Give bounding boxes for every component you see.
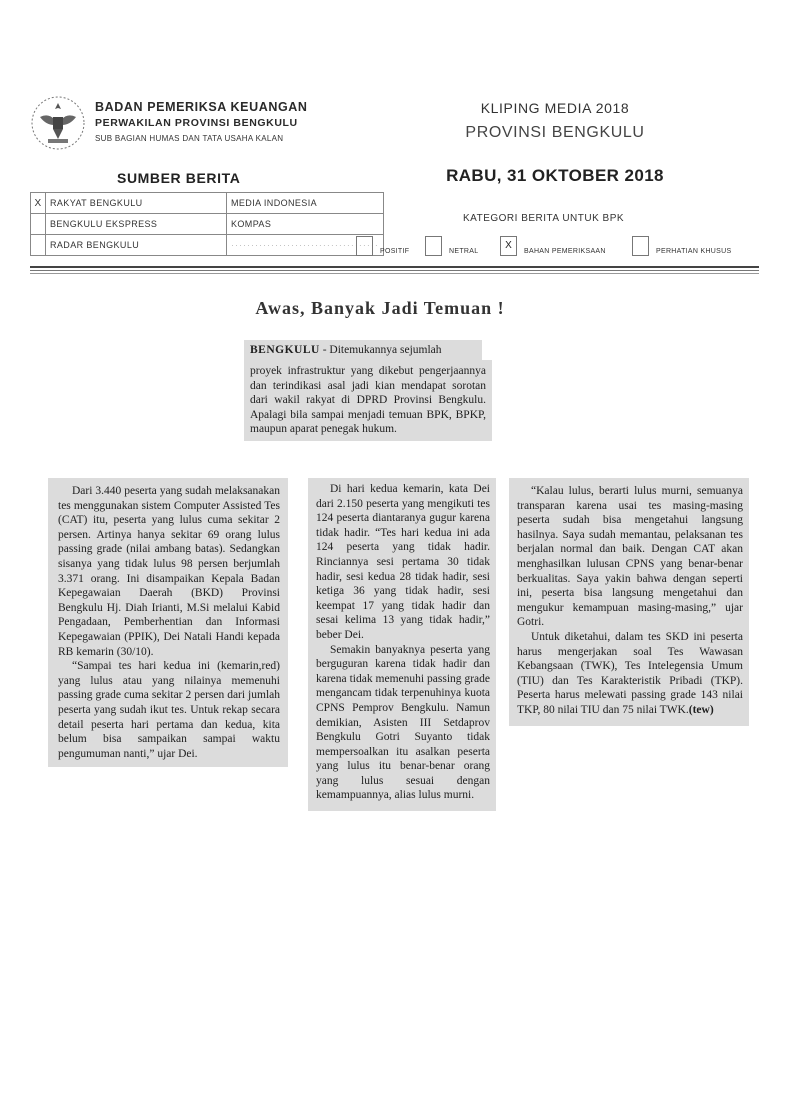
dateline: BENGKULU bbox=[250, 344, 320, 356]
article-column-1 bbox=[48, 478, 288, 767]
category-checkbox: X bbox=[500, 236, 517, 256]
source-name: BENGKULU EKSPRESS bbox=[46, 214, 227, 235]
source-name: KOMPAS bbox=[227, 214, 384, 235]
province-title: PROVINSI BENGKULU bbox=[465, 124, 645, 141]
article-lead bbox=[244, 360, 492, 441]
source-checkbox: X bbox=[31, 193, 46, 214]
table-row bbox=[31, 193, 384, 214]
category-label: POSITIF bbox=[380, 248, 410, 255]
sumber-berita-title: SUMBER BERITA bbox=[117, 170, 241, 186]
header-divider bbox=[30, 266, 759, 268]
paragraph: Semakin banyaknya peserta yang berguguran karena tidak hadir dan karena tidak memenuhi passing grade mengancam tidak terpenuhinya kuota CPNS Pemprov Bengkulu. Namun demikian, Asisten III Setdaprov Bengkulu Gotri Suyanto tidak mempersoalkan itu asalkan peserta yang lulus itu benar-benar orang yang lulus sesuai dengan kemampuannya, alias lulus murni. bbox=[316, 643, 490, 802]
header-divider bbox=[30, 273, 759, 274]
kliping-block bbox=[430, 100, 680, 142]
paragraph-text: Untuk diketahui, dalam tes SKD ini peserta harus mengerjakan soal Tes Wawasan Kebangsaan (TWK), Tes Intelegensia Umum (TIU) dan Tes Karakteristik Pribadi (TKP). Peserta harus melewati passing grade 143 nilai TKP, 80 nilai TIU dan 75 nilai TWK. bbox=[517, 630, 743, 716]
org-subdivision: SUB BAGIAN HUMAS DAN TATA USAHA KALAN bbox=[95, 134, 284, 143]
source-checkbox bbox=[31, 235, 46, 256]
table-row bbox=[31, 214, 384, 235]
table-row bbox=[31, 235, 384, 256]
category-positif bbox=[356, 236, 409, 256]
paragraph: Dari 3.440 peserta yang sudah melaksanakan tes menggunakan sistem Computer Assisted Tes (CAT) itu, peserta yang lulus cuma sekitar 2 persen. Artinya hanya sekitar 69 orang lulus passing grade (nilai ambang batas). Sedangkan sisanya yang tidak lulus 98 persen berjumlah 3.371 orang. Ini disampaikan Kepala Badan Kepegawaian Daerah (BKD) Provinsi Bengkulu Hj. Diah Irianti, M.Si melalui Kabid Pengadaan, Pemberhentian dan Informasi Kepegawaian (PPIK), Dei Natali Handi kepada RB kemarin (30/10). bbox=[58, 485, 280, 658]
kliping-title: KLIPING MEDIA 2018 bbox=[480, 100, 630, 116]
author-signature: (tew) bbox=[688, 703, 714, 716]
category-checkbox bbox=[356, 236, 373, 256]
org-name: BADAN PEMERIKSA KEUANGAN bbox=[95, 100, 308, 114]
category-perhatian-khusus bbox=[632, 236, 731, 256]
category-bahan-pemeriksaan bbox=[500, 236, 606, 256]
article-headline: Awas, Banyak Jadi Temuan ! bbox=[255, 298, 505, 318]
lead-first-text: - Ditemukannya sejumlah bbox=[319, 344, 442, 356]
header-divider bbox=[30, 270, 759, 271]
source-checkbox bbox=[31, 214, 46, 235]
source-name-blank: ····································· bbox=[227, 235, 384, 256]
org-branch: PERWAKILAN PROVINSI BENGKULU bbox=[95, 117, 298, 129]
article-lead-first-line bbox=[244, 340, 482, 360]
category-checkbox bbox=[632, 236, 649, 256]
category-netral bbox=[425, 236, 478, 256]
clipping-date: RABU, 31 OKTOBER 2018 bbox=[446, 166, 664, 185]
lead-paragraph: proyek infrastruktur yang dikebut pengerjaannya dan terindikasi asal jadi kian mendapat sorotan dari wakil rakyat di DPRD Provinsi Bengkulu. Apalagi bila sampai menjadi temuan BPK, BPKP, maupun aparat penegak hukum. bbox=[250, 365, 486, 436]
category-label: NETRAL bbox=[449, 248, 479, 255]
paragraph bbox=[517, 630, 743, 718]
article-column-2 bbox=[308, 478, 496, 811]
organization-block bbox=[95, 100, 308, 143]
source-name: RAKYAT BENGKULU bbox=[46, 193, 227, 214]
paragraph: “Kalau lulus, berarti lulus murni, semuanya transparan karena usai tes masing-masing peserta sudah bisa mengetahui langsung hasilnya. Saya sudah memantau, pelaksanan tes berjalan normal dan baik. Dengan CAT akan menghasilkan lulusan CPNS yang benar-benar berkualitas. Saya yakin bahwa dengan seperti ini, peserta bisa langsung mengetahui dan mengukur kemampuan masing-masing,” ujar Gotri. bbox=[517, 485, 743, 629]
paragraph: Di hari kedua kemarin, kata Dei dari 2.150 peserta yang mengikuti tes 124 peserta diantaranya gugur karena tidak hadir. “Tes hari kedua ini ada 124 peserta yang tidak hadir. Rinciannya sesi pertama 30 tidak hadir, sesi kedua 28 tidak hadir, sesi ketiga 36 yang tidak hadir, sesi keempat 17 yang tidak hadir dan sesai kelima 13 yang tidak hadir,” beber Dei. bbox=[316, 483, 490, 641]
paragraph: “Sampai tes hari kedua ini (kemarin,red) yang lulus atau yang nilainya memenuhi passing grade cuma sekitar 2 persen dari jumlah peserta yang sudah ikut tes. Untuk rekap secara detail peserta hari pertama dan kedua, kita belum bisa sampaikan sampai waktu pengumuman nanti,” ujar Dei. bbox=[58, 660, 280, 760]
category-checkbox bbox=[425, 236, 442, 256]
article-column-3 bbox=[509, 478, 749, 726]
sumber-berita-table bbox=[30, 192, 384, 256]
source-name: RADAR BENGKULU bbox=[46, 235, 227, 256]
kategori-title: KATEGORI BERITA UNTUK BPK bbox=[463, 213, 625, 224]
source-name: MEDIA INDONESIA bbox=[227, 193, 384, 214]
garuda-emblem-icon bbox=[30, 95, 86, 151]
category-label: BAHAN PEMERIKSAAN bbox=[524, 248, 606, 255]
category-label: PERHATIAN KHUSUS bbox=[656, 248, 732, 255]
